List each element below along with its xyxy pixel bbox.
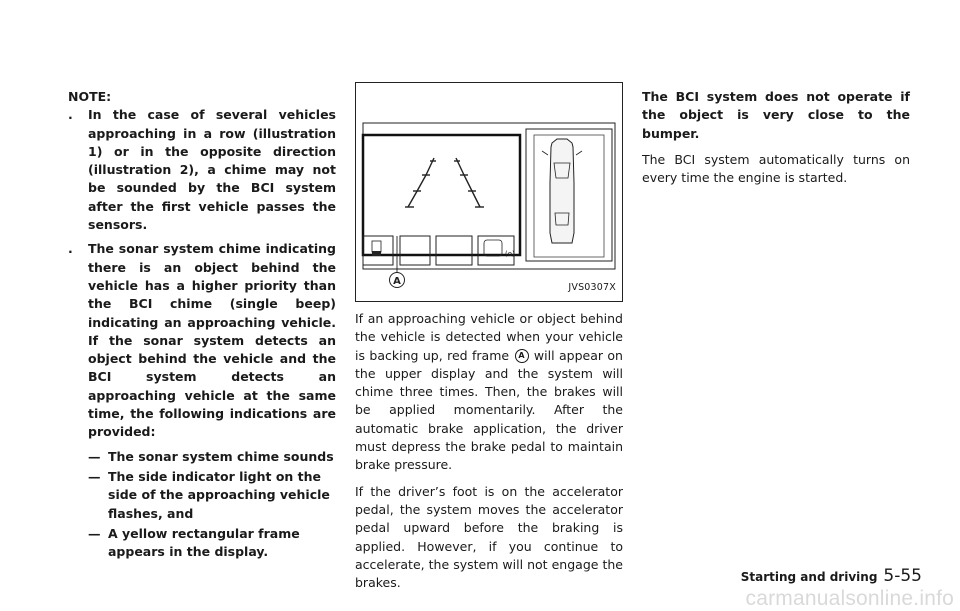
car-icon — [550, 139, 574, 243]
page-footer — [741, 566, 922, 586]
bullet-dot: . — [68, 241, 73, 257]
red-frame — [363, 135, 520, 255]
bullet-text: In the case of several vehicles approaching in a row (illustration 1) or in the opposite direction (illustration 2), a chime may not be sounded by the BCI system after the first vehicle passes the sensors. — [88, 107, 336, 233]
screen-outline — [363, 123, 615, 269]
paragraph-text: will appear on the upper display and the system will chime three times. Then, the brakes will be applied momentarily. After the automatic brake application, the driver must depress the brake pedal to maintain brake pressure. — [355, 347, 623, 473]
watermark: carmanualsonline.info — [745, 587, 954, 610]
section-title: Starting and driving — [740, 570, 878, 584]
marker-a-inline: A — [515, 349, 529, 363]
bullet-item — [68, 106, 336, 234]
sub-item-text: The side indicator light on the side of the approaching vehicle flashes, and — [108, 468, 330, 521]
sub-item — [68, 448, 336, 466]
body-paragraph — [355, 310, 623, 475]
sub-item — [68, 468, 336, 523]
dash-mark: — — [88, 468, 101, 484]
note-title: NOTE: — [68, 89, 112, 104]
button-1 — [400, 236, 430, 265]
guide-lines — [405, 158, 484, 207]
figure-display-illustration — [355, 82, 623, 302]
dash-mark: — — [88, 525, 101, 541]
bullet-dot: . — [68, 107, 73, 123]
figure-code: JVS0307X — [568, 281, 616, 293]
bullet-item — [68, 240, 336, 441]
column-right — [642, 88, 910, 195]
display-illustration — [356, 83, 622, 301]
paragraph-text: If an approaching vehicle or object behind the vehicle is detected when your vehicle is backing up, red frame — [355, 311, 623, 363]
page-number: 5-55 — [883, 566, 922, 586]
svg-text:(o): (o) — [505, 250, 515, 258]
sub-item-text: The sonar system chime sounds — [108, 448, 334, 464]
button-2 — [436, 236, 472, 265]
column-left — [68, 88, 336, 563]
left-icon-box — [363, 236, 393, 265]
body-paragraph: If the driver’s foot is on the accelerator pedal, the system moves the accelerator pedal upward before the braking is applied. However, if you continue to accelerate, the system will not engage the brakes. — [355, 483, 623, 591]
bullet-text: The sonar system chime indicating there is an object behind the vehicle has a higher priority than the BCI chime (single beep) indicating an approaching vehicle. If the sonar system detects an object behind the vehicle and the BCI system detects an approaching vehicle at the same time, the following indications are provided: — [88, 241, 336, 440]
body-paragraph: The BCI system automatically turns on every time the engine is started. — [642, 151, 910, 186]
sub-item — [68, 525, 336, 562]
dash-mark: — — [88, 448, 101, 464]
marker-a-text: A — [393, 276, 401, 287]
column-middle — [355, 82, 623, 600]
sub-item-text: A yellow rectangular frame appears in the display. — [108, 525, 300, 560]
body-paragraph: The BCI system does not operate if the object is very close to the bumper. — [642, 89, 910, 141]
